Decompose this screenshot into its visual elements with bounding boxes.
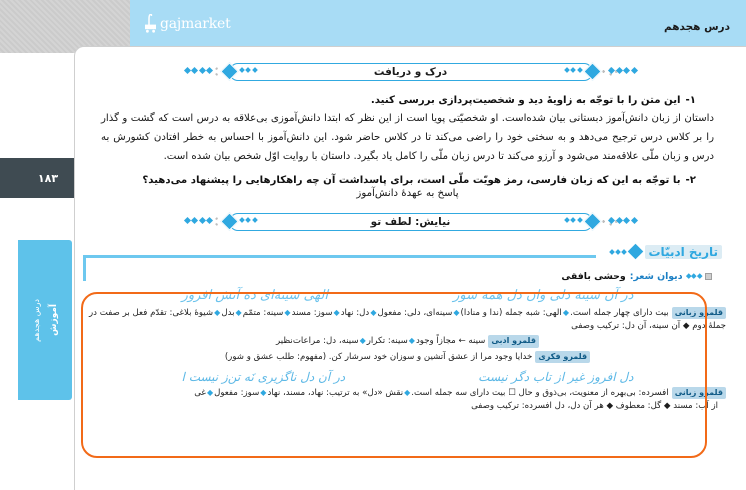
question-2-prompt: با توجّه به این که زبان فارسی، رمز هویّت ملّی است، برای پاسداشت آن چه راهکارهایی را پیشنهاد می‌دهید؟ [142,174,681,186]
questions-block [75,83,746,199]
vertical-section-tab[interactable] [18,240,72,400]
question-2-heading [91,175,724,186]
poem-annotation-block [75,271,746,414]
annotation-4-item-2: غی [194,387,206,398]
section-banner-comprehension [185,61,637,83]
question-1-number: ۱- [685,95,696,106]
annotation-1-item-3: سوز: مسند [291,307,333,318]
page-number: ۱۸۳ [37,171,59,185]
annotation-1-text: بیت دارای چهار جمله است. [570,307,669,318]
annotation-4-item-0: نقش «دل» به ترتیب: نهاد، مسند، نهاد [267,387,404,398]
annotation-4-text: افسرده: بی‌بهره از معنویت، بی‌ذوق و حال ☐ بیت دارای سه جمله است. [411,387,669,398]
annotation-2: قلمرو ادبیسینه ← مجازاً وجود◆سینه: تکرار◆سینه، دل: مراعات‌نظیر [89,335,726,348]
annotation-1-item-5: بدل [221,307,235,318]
rail-bar [83,255,596,258]
annotation-2-item-1: سینه: تکرار [366,336,408,347]
brand-logo-text: gajmarket [160,15,231,32]
divan-poet-name: وحشی بافقی [561,270,626,282]
section-banner-label: درک و دریافت [373,66,448,78]
literature-rail-label: تاریخ ادبیّات [645,245,723,259]
section-banner-label-2: نیایش: لطف تو [370,215,451,228]
banner-dots-far-left [185,68,213,75]
annotation-2-badge: قلمرو ادبی [488,335,539,347]
verse-1-hemistich-right: الهی سینه‌ای ده آتش افروز [181,287,328,303]
section-banner-prayer [185,211,637,233]
annotation-1-item-4: سینه: متمّم [242,307,284,318]
rail-chip [610,245,723,259]
rail-diamond-icon [627,244,643,260]
annotation-4-item-1: سوز: مفعول [214,387,260,398]
verse-2-hemistich-left: دل افروز غیر از تاب دگر نیست [478,369,634,384]
question-1-answer: داستان از زبان دانش‌آموز دبستانی بیان شده‌است. او شخصیّتی پویا است از این نظر که ابتدا دانش‌آموزی بی‌علاقه به درس است که گشت و گذار را بر کلاس درس ترجیح می‌دهد و به سختی خود را راضی می‌کند تا در کلاس حاضر شود. این دانش‌آموز با احساس به خطر افتادن کشورش به درس و زبان ملّی علاقه‌مند می‌شود و آرزو می‌کند تا درس زبان ملّی را کامل یاد بگیرد. داستان با روایت اوّل شخص بیان شده است. [101,113,714,162]
divan-dots-icon [687,274,702,278]
annotation-3-badge: قلمرو فکری [535,351,590,363]
annotation-1: قلمرو زبانیبیت دارای چهار جمله است.◆الهی: شبه جمله (ندا و منادا)◆سینه‌ای، دلی: مفعول◆دل: نهاد◆سوز: مسند◆سینه: متمّم◆بدل◆شیوهٔ بلاغی: تقدّم فعل بر صفت در جملهٔ دوم ◆ آن سینه، آن دل: ترکیب وصفی [89,307,726,331]
question-2-number: ۲- [685,174,696,186]
brand-logo[interactable] [144,14,231,33]
annotation-2-item-2: سینه، دل: مراعات‌نظیر [276,336,359,347]
annotation-4-badge: قلمرو زبانی [672,387,726,399]
banner-dots-near-left-2 [240,218,257,225]
verse-1 [119,288,696,303]
question-1-prompt: این متن را با توجّه به زاویهٔ دید و شخصیت‌پردازی بررسی کنید. [370,95,681,106]
banner-dots-far-left-2 [185,218,213,225]
annotation-4: قلمرو زبانیافسرده: بی‌بهره از معنویت، بی‌ذوق و حال ☐ بیت دارای سه جمله است.◆نقش «دل» به ترتیب: نهاد، مسند، نهاد◆سوز: مفعول◆غی از آب: مسند ◆ گل: معطوف ◆ هر آن دل، دل افسرده: ترکیب وصفی [89,387,726,414]
question-2-answer: پاسخ به عهدهٔ دانش‌آموز [356,187,459,199]
rail-mini-dots [610,250,626,254]
question-1-heading [91,95,724,106]
annotation-1-item-1: سینه‌ای، دلی: مفعول [377,307,453,318]
annotation-1-item-0: الهی: شبه جمله (ندا و منادا) [460,307,562,318]
banner-dots-near-right [565,68,582,75]
annotation-2-item-0: سینه ← مجازاً وجود [415,336,486,347]
divan-heading [89,271,712,282]
literature-history-rail [75,243,746,269]
annotation-1-badge: قلمرو زبانی [672,307,726,319]
verse-1-hemistich-left: در آن سینه دلی وان دل همه سوز [453,287,634,303]
shopping-cart-icon [144,14,157,33]
annotation-1-continuation: شیوهٔ بلاغی: تقدّم فعل بر صفت در جملهٔ دوم ◆ آن سینه، آن دل: ترکیب وصفی [89,307,726,331]
page-content [74,46,746,490]
banner-dots-near-left [240,68,257,75]
verse-2 [115,370,700,384]
verse-2-hemistich-right: در آن دل ناگزیری نَه تن‌ز نیست ا [181,369,346,384]
vertical-tab-label-sub: درس هجدهم [31,298,41,342]
divan-square-icon [705,273,712,280]
annotation-3-text: خدایا وجود مرا از عشق آتشین و سوزان خود سرشار کن. (مفهوم: طلب عشق و شور) [224,351,533,362]
divan-label: دیوان شعر: [629,270,683,282]
banner-dots-near-right-2 [565,218,582,225]
annotation-1-item-2: دل: نهاد [340,307,370,318]
banner-dots-far-right [609,68,637,75]
top-band [130,0,746,52]
annotation-4-continuation: از آب: مسند ◆ گل: معطوف ◆ هر آن دل، دل افسرده: ترکیب وصفی [471,401,718,412]
lesson-title: درس هجدهم [663,21,730,33]
banner-dots-far-right-2 [609,218,637,225]
annotation-3 [89,351,726,364]
vertical-tab-label-main: آموزش [48,304,59,336]
